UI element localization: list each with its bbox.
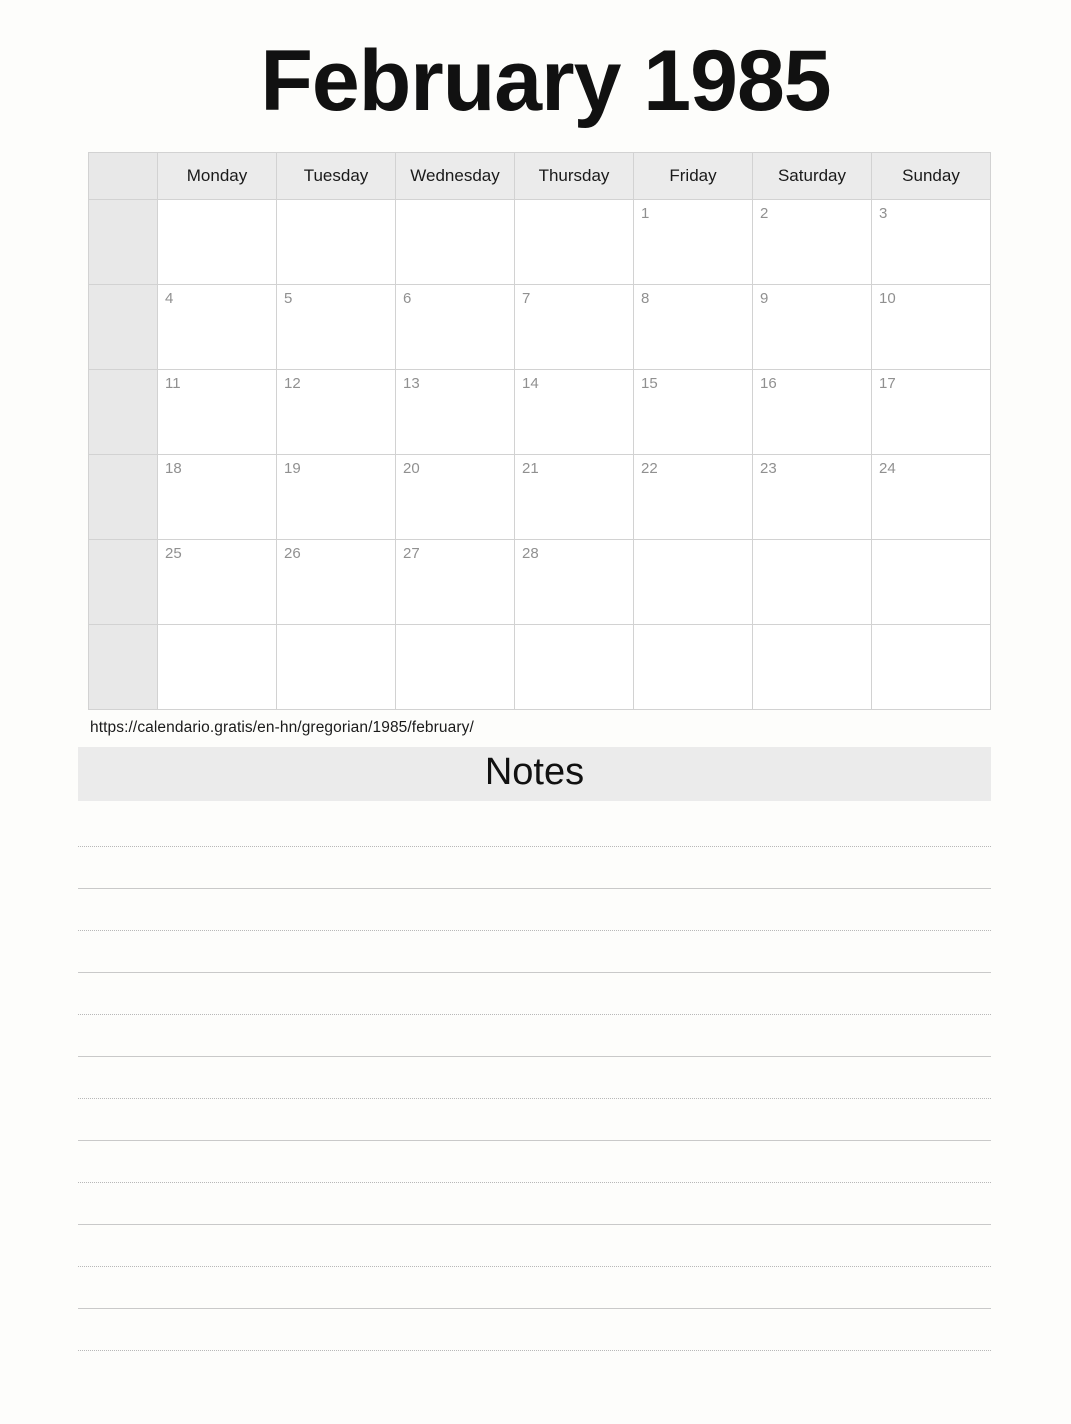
day-number: 9: [760, 290, 769, 307]
day-cell[interactable]: [515, 625, 634, 710]
week-side-cell: [89, 200, 158, 285]
day-number: 3: [879, 205, 888, 222]
note-line[interactable]: [78, 847, 991, 889]
day-cell[interactable]: [872, 455, 991, 540]
day-number: 14: [522, 375, 539, 392]
note-line[interactable]: [78, 1309, 991, 1351]
day-number: 4: [165, 290, 174, 307]
week-side-cell: [89, 370, 158, 455]
day-number: [753, 540, 871, 546]
calendar-header-row: [89, 153, 991, 200]
day-cell[interactable]: [872, 625, 991, 710]
day-cell[interactable]: [515, 285, 634, 370]
day-number: 23: [760, 460, 777, 477]
week-side-cell: [89, 540, 158, 625]
day-number: 20: [403, 460, 420, 477]
day-number: 26: [284, 545, 301, 562]
day-cell[interactable]: [277, 370, 396, 455]
day-cell[interactable]: [753, 455, 872, 540]
notes-section: [0, 747, 1071, 1351]
day-number: 11: [165, 375, 181, 392]
day-cell[interactable]: [396, 455, 515, 540]
day-number: 8: [641, 290, 650, 307]
day-cell[interactable]: [158, 625, 277, 710]
page-title: February 1985: [260, 33, 831, 129]
day-cell[interactable]: [277, 200, 396, 285]
day-number: 6: [403, 290, 412, 307]
day-cell[interactable]: [515, 200, 634, 285]
note-line[interactable]: [78, 1225, 991, 1267]
day-number: [872, 540, 990, 546]
day-number: 12: [284, 375, 301, 392]
day-number: [277, 200, 395, 206]
day-cell[interactable]: [515, 540, 634, 625]
note-line[interactable]: [78, 973, 991, 1015]
weekday-header-tuesday: Tuesday: [277, 153, 396, 200]
day-cell[interactable]: [753, 625, 872, 710]
day-number: [634, 540, 752, 546]
day-cell[interactable]: [753, 200, 872, 285]
day-number: [515, 200, 633, 206]
day-cell[interactable]: [753, 540, 872, 625]
day-cell[interactable]: [277, 455, 396, 540]
day-number: [158, 625, 276, 631]
week-side-cell: [89, 455, 158, 540]
day-number: 7: [522, 290, 531, 307]
day-number: 18: [165, 460, 182, 477]
calendar-table: [88, 152, 991, 710]
source-url[interactable]: https://calendario.gratis/en-hn/gregorian/1985/february/: [90, 719, 474, 736]
weekday-header-monday: Monday: [158, 153, 277, 200]
day-cell[interactable]: [158, 455, 277, 540]
day-cell[interactable]: [515, 455, 634, 540]
day-number: 16: [760, 375, 777, 392]
day-cell[interactable]: [158, 540, 277, 625]
day-number: 5: [284, 290, 293, 307]
day-number: 25: [165, 545, 182, 562]
day-number: [515, 625, 633, 631]
day-cell[interactable]: [872, 370, 991, 455]
note-line[interactable]: [78, 1267, 991, 1309]
day-cell[interactable]: [634, 540, 753, 625]
day-number: 13: [403, 375, 420, 392]
calendar-page: [0, 33, 1071, 1424]
day-number: 1: [641, 205, 650, 222]
calendar-week-row: [89, 200, 991, 285]
day-cell[interactable]: [396, 370, 515, 455]
weekday-header-sunday: Sunday: [872, 153, 991, 200]
day-cell[interactable]: [158, 370, 277, 455]
day-cell[interactable]: [872, 200, 991, 285]
day-cell[interactable]: [872, 540, 991, 625]
day-number: [396, 625, 514, 631]
day-number: [396, 200, 514, 206]
notes-lines[interactable]: [78, 801, 991, 1351]
day-cell[interactable]: [396, 625, 515, 710]
day-number: 15: [641, 375, 658, 392]
weekday-header-thursday: Thursday: [515, 153, 634, 200]
calendar-container: [0, 152, 1071, 710]
weekday-header-wednesday: Wednesday: [396, 153, 515, 200]
calendar-week-row: [89, 285, 991, 370]
day-cell[interactable]: [277, 540, 396, 625]
day-cell[interactable]: [634, 200, 753, 285]
weekday-header-friday: Friday: [634, 153, 753, 200]
day-cell[interactable]: [277, 625, 396, 710]
day-cell[interactable]: [396, 200, 515, 285]
note-line[interactable]: [78, 1183, 991, 1225]
calendar-week-row: [89, 540, 991, 625]
day-number: 28: [522, 545, 539, 562]
day-cell[interactable]: [158, 285, 277, 370]
day-cell[interactable]: [634, 285, 753, 370]
day-cell[interactable]: [634, 455, 753, 540]
day-cell[interactable]: [753, 285, 872, 370]
day-number: [872, 625, 990, 631]
note-line[interactable]: [78, 1057, 991, 1099]
day-number: 19: [284, 460, 301, 477]
day-cell[interactable]: [158, 200, 277, 285]
day-number: [753, 625, 871, 631]
day-number: 21: [522, 460, 539, 477]
note-line[interactable]: [78, 805, 991, 847]
calendar-corner-cell: [89, 153, 158, 200]
note-line[interactable]: [78, 931, 991, 973]
week-side-cell: [89, 625, 158, 710]
calendar-week-row: [89, 625, 991, 710]
day-cell[interactable]: [872, 285, 991, 370]
day-number: 2: [760, 205, 769, 222]
day-cell[interactable]: [515, 370, 634, 455]
day-number: 27: [403, 545, 420, 562]
day-number: 24: [879, 460, 896, 477]
note-line[interactable]: [78, 1099, 991, 1141]
day-cell[interactable]: [396, 540, 515, 625]
notes-title: Notes: [78, 747, 991, 801]
day-cell[interactable]: [277, 285, 396, 370]
day-number: 10: [879, 290, 896, 307]
calendar-week-row: [89, 370, 991, 455]
day-cell[interactable]: [634, 370, 753, 455]
day-number: [634, 625, 752, 631]
day-cell[interactable]: [396, 285, 515, 370]
note-line[interactable]: [78, 1141, 991, 1183]
day-number: 17: [879, 375, 896, 392]
day-number: [158, 200, 276, 206]
day-number: [277, 625, 395, 631]
day-cell[interactable]: [634, 625, 753, 710]
note-line[interactable]: [78, 1015, 991, 1057]
weekday-header-saturday: Saturday: [753, 153, 872, 200]
day-cell[interactable]: [753, 370, 872, 455]
calendar-week-row: [89, 455, 991, 540]
week-side-cell: [89, 285, 158, 370]
day-number: 22: [641, 460, 658, 477]
note-line[interactable]: [78, 889, 991, 931]
